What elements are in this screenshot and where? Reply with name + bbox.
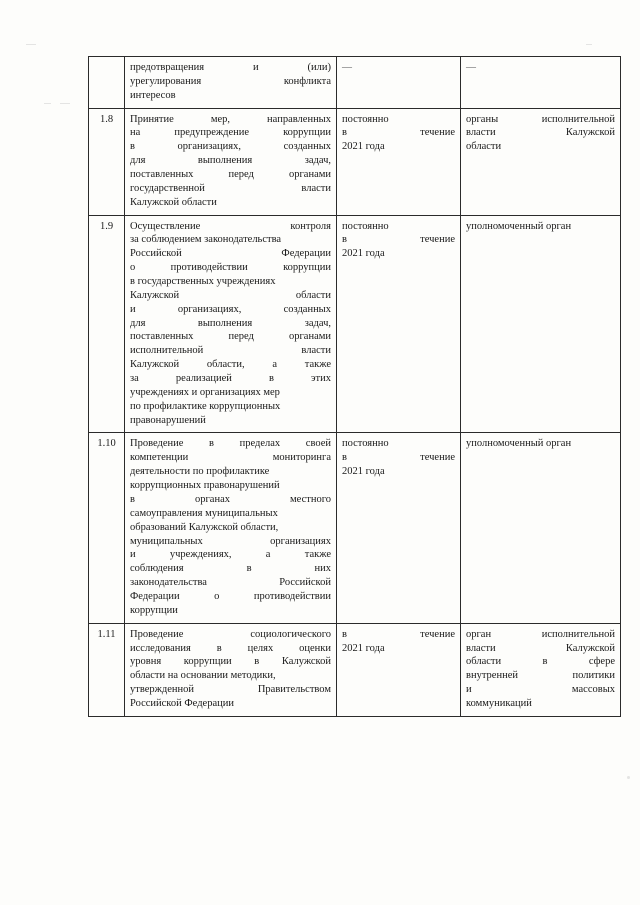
row-number: 1.9	[89, 215, 125, 433]
scan-speck	[44, 103, 51, 104]
term-line: в течение	[342, 628, 455, 640]
term-line: 2021 года	[342, 141, 385, 153]
measure-line: соблюдения в них	[130, 563, 331, 575]
responsible-line: области в сфере	[466, 656, 615, 668]
row-number	[89, 57, 125, 109]
row-responsible	[461, 57, 621, 109]
term-line: постоянно	[342, 220, 389, 232]
table-row	[89, 623, 621, 716]
row-responsible	[461, 623, 621, 716]
scan-speck	[586, 44, 592, 45]
responsible-line: власти Калужской	[466, 127, 615, 139]
term-line: 2021 года	[342, 248, 385, 260]
responsible-line: власти Калужской	[466, 642, 615, 654]
responsible-line: области	[466, 141, 502, 153]
measure-line: области на основании методики,	[130, 670, 276, 682]
row-measure	[125, 433, 337, 623]
measure-line: Осуществление контроля	[130, 220, 331, 232]
term-line: в течение	[342, 234, 455, 246]
scan-speck	[627, 776, 630, 779]
measure-line: поставленных перед органами	[130, 169, 331, 181]
measure-line: компетенции мониторинга	[130, 452, 331, 464]
row-number: 1.8	[89, 108, 125, 215]
row-term	[337, 433, 461, 623]
measure-line: Проведение социологического	[130, 628, 331, 640]
table-row	[89, 108, 621, 215]
row-term	[337, 108, 461, 215]
measure-line: уровня коррупции в Калужской	[130, 656, 331, 668]
measure-line: муниципальных организациях	[130, 535, 331, 547]
term-line: постоянно	[342, 113, 389, 125]
responsible-line: и массовых	[466, 684, 615, 696]
measure-line: исполнительной власти	[130, 345, 331, 357]
row-responsible	[461, 108, 621, 215]
table-row	[89, 215, 621, 433]
responsible-line: органы исполнительной	[466, 113, 615, 125]
responsible-line: коммуникаций	[466, 697, 532, 709]
measure-line: Калужской области, а также	[130, 359, 331, 371]
action-plan-table	[88, 56, 621, 717]
row-measure	[125, 57, 337, 109]
term-line: постоянно	[342, 438, 389, 450]
measure-line: для выполнения задач,	[130, 317, 331, 329]
measure-line: государственной власти	[130, 182, 331, 194]
row-number: 1.10	[89, 433, 125, 623]
measure-line: Калужской области	[130, 289, 331, 301]
scan-speck	[26, 44, 36, 45]
responsible-line: уполномоченный орган	[466, 438, 572, 450]
row-term	[337, 623, 461, 716]
measure-line: и организациях, созданных	[130, 303, 331, 315]
measure-line: за соблюдением законодательства	[130, 234, 282, 246]
measure-line: интересов	[130, 89, 176, 101]
measure-line: учреждениях и организациях мер	[130, 386, 280, 398]
measure-line: на предупреждение коррупции	[130, 127, 331, 139]
responsible-line: орган исполнительной	[466, 628, 615, 640]
measure-line: исследования в целях оценки	[130, 642, 331, 654]
measure-line: о противодействии коррупции	[130, 262, 331, 274]
row-measure	[125, 623, 337, 716]
measure-line: коррупционных правонарушений	[130, 480, 280, 492]
scan-speck	[60, 103, 70, 104]
term-line: 2021 года	[342, 466, 385, 478]
measure-line: Российской Федерации	[130, 697, 234, 709]
measure-line: предотвращения и (или)	[130, 62, 331, 73]
measure-line: в организациях, созданных	[130, 141, 331, 153]
measure-line: Калужской области	[130, 196, 217, 208]
row-measure	[125, 215, 337, 433]
responsible-line: внутренней политики	[466, 670, 615, 682]
measure-line: законодательства Российской	[130, 577, 331, 589]
measure-line: в органах местного	[130, 493, 331, 505]
responsible-line: уполномоченный орган	[466, 220, 572, 232]
term-line: в течение	[342, 127, 455, 139]
term-line: —	[342, 62, 352, 73]
measure-line: и учреждениях, а также	[130, 549, 331, 561]
row-measure	[125, 108, 337, 215]
measure-line: коррупции	[130, 604, 178, 616]
measure-line: для выполнения задач,	[130, 155, 331, 167]
measure-line: правонарушений	[130, 414, 206, 426]
term-line: в течение	[342, 452, 455, 464]
row-term	[337, 57, 461, 109]
measure-line: деятельности по профилактике	[130, 466, 270, 478]
measure-line: за реализацией в этих	[130, 373, 331, 385]
measure-line: утвержденной Правительством	[130, 684, 331, 696]
table-row	[89, 57, 621, 109]
table-row	[89, 433, 621, 623]
measure-line: по профилактике коррупционных	[130, 400, 281, 412]
row-responsible	[461, 215, 621, 433]
measure-line: урегулирования конфликта	[130, 75, 331, 87]
responsible-line: —	[466, 62, 476, 73]
measure-line: Российской Федерации	[130, 248, 331, 260]
measure-line: самоуправления муниципальных	[130, 507, 278, 519]
row-number: 1.11	[89, 623, 125, 716]
measure-line: Проведение в пределах своей	[130, 438, 331, 450]
row-responsible	[461, 433, 621, 623]
measure-line: Федерации о противодействии	[130, 590, 331, 602]
row-term	[337, 215, 461, 433]
measure-line: Принятие мер, направленных	[130, 113, 331, 125]
term-line: 2021 года	[342, 642, 385, 654]
measure-line: в государственных учреждениях	[130, 276, 276, 288]
measure-line: образований Калужской области,	[130, 521, 279, 533]
measure-line: поставленных перед органами	[130, 331, 331, 343]
